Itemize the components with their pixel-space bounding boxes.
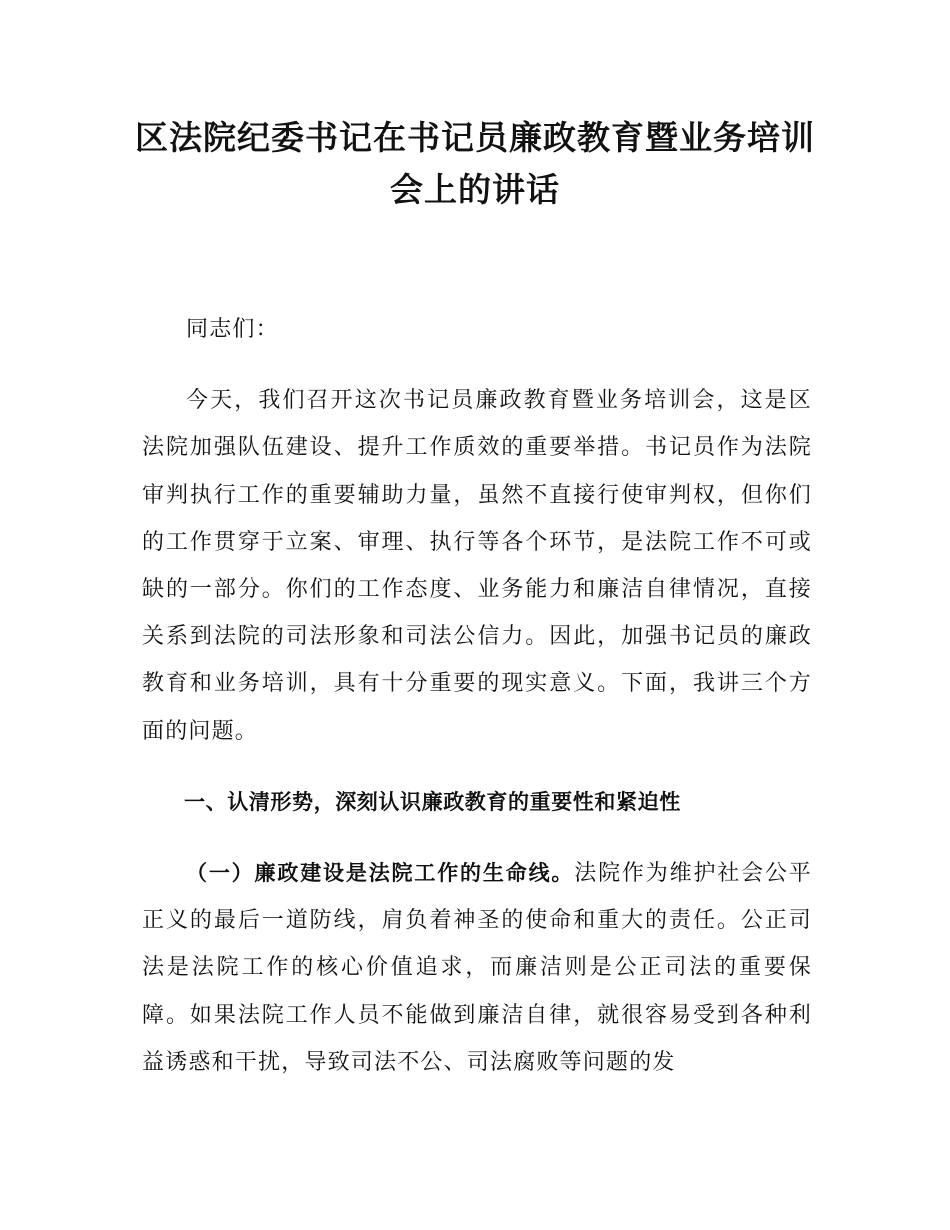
intro-paragraph: 今天，我们召开这次书记员廉政教育暨业务培训会，这是区法院加强队伍建设、提升工作质效的重要举措。书记员作为法院审判执行工作的重要辅助力量，虽然不直接行使审判权，但你们的工作贯穿于立案、审理、执行等各个环节，是法院工作不可或缺的一部分。你们的工作态度、业务能力和廉洁自律情况，直接关系到法院的司法形象和司法公信力。因此，加强书记员的廉政教育和业务培训，具有十分重要的现实意义。下面，我讲三个方面的问题。	[142, 388, 812, 744]
document-title: 区法院纪委书记在书记员廉政教育暨业务培训会上的讲话	[135, 118, 815, 209]
subsection-paragraph-1	[142, 850, 812, 1086]
greeting: 同志们：	[186, 317, 279, 342]
subsection-text-1: 法院作为维护社会公平正义的最后一道防线，肩负着神圣的使命和重大的责任。公正司法是法院工作的核心价值追求，而廉洁则是公正司法的重要保障。如果法院工作人员不能做到廉洁自律，就很容易受到各种利益诱惑和干扰，导致司法不公、司法腐败等问题的发	[142, 861, 812, 1075]
section-heading-1: 一、认清形势，深刻认识廉政教育的重要性和紧迫性	[184, 789, 681, 814]
document-body	[142, 306, 812, 1086]
subsection-lead-1: （一）廉政建设是法院工作的生命线。	[186, 861, 575, 886]
